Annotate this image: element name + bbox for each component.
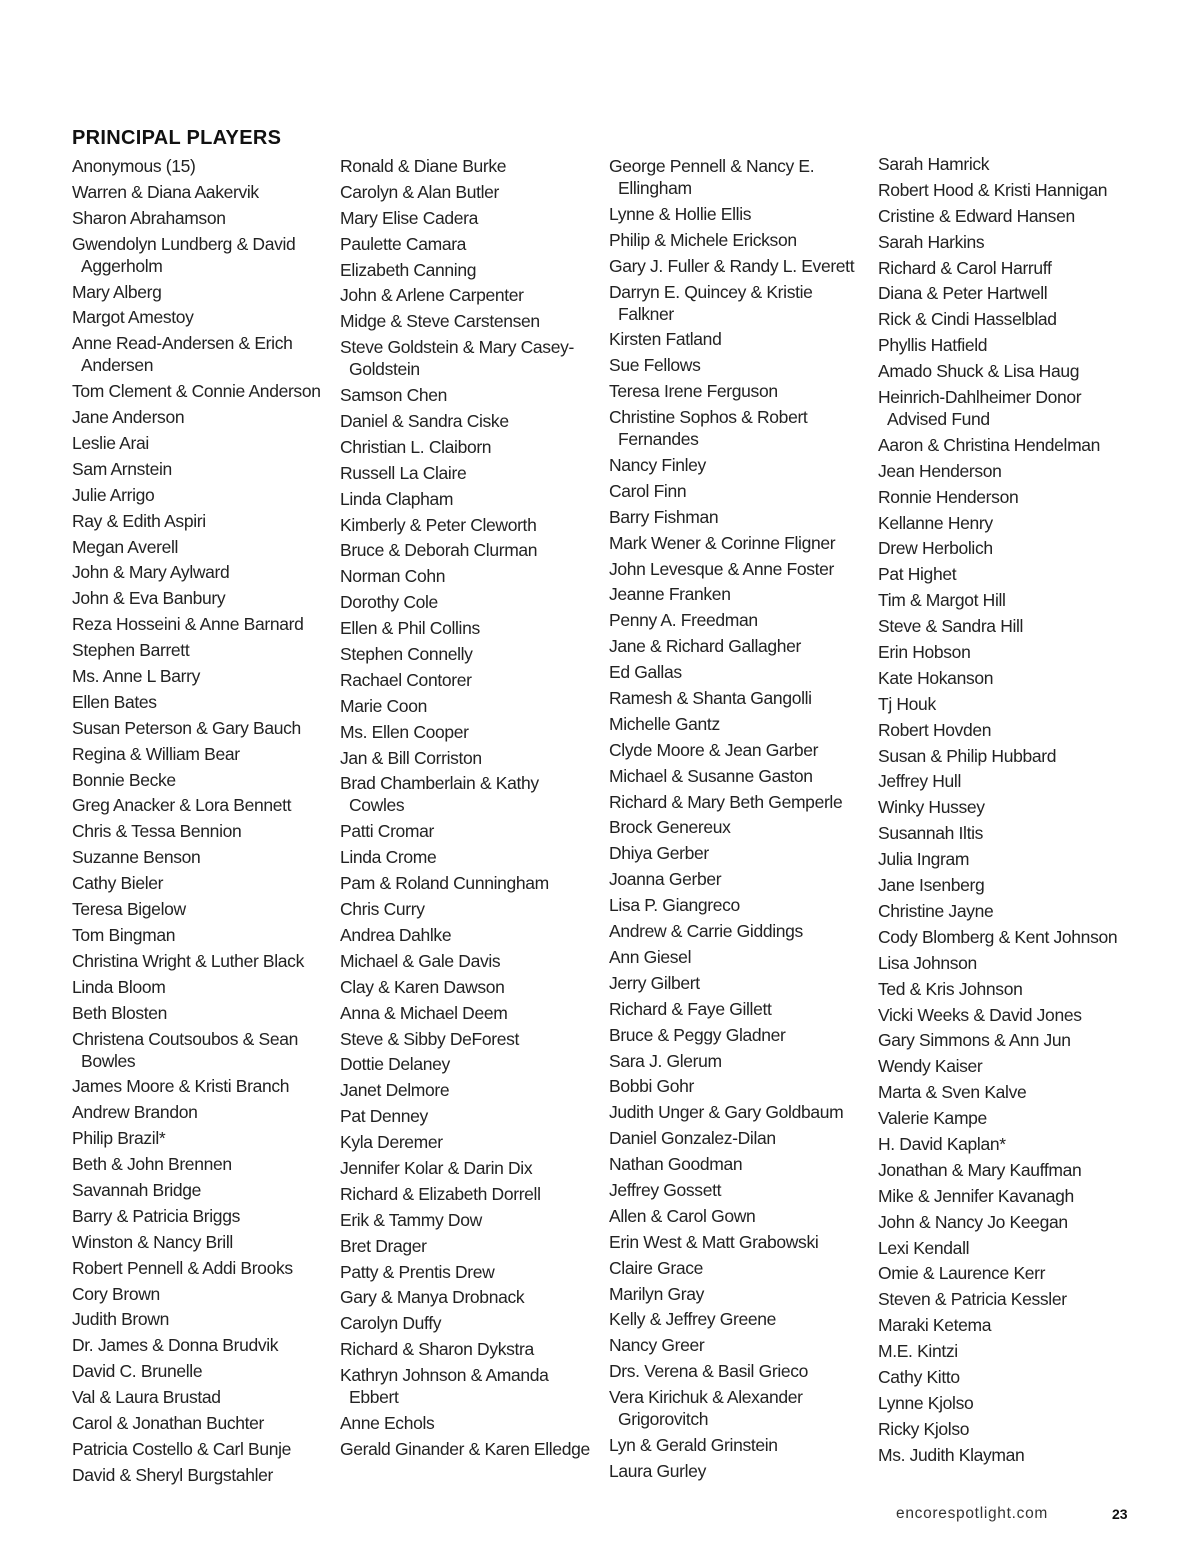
donor-name: Sarah Hamrick: [878, 154, 990, 174]
donor-name: Dorothy Cole: [340, 592, 438, 613]
donor-name: Richard & Sharon Dykstra: [340, 1339, 534, 1360]
donor-name: Jerry Gilbert: [609, 972, 700, 993]
donor-name: Ann Giesel: [609, 946, 692, 967]
donor-column-4: [878, 153, 1130, 1470]
donor-name: John & Mary Aylward: [72, 562, 230, 583]
donor-name: Ms. Ellen Cooper: [340, 721, 469, 742]
donor-name: Mike & Jennifer Kavanagh: [878, 1185, 1074, 1206]
donor-name: Gerald Ginander & Karen Elledge: [340, 1438, 590, 1459]
donor-name: Ricky Kjolso: [878, 1418, 970, 1439]
donor-name: Nathan Goodman: [609, 1154, 743, 1175]
donor-name: Mary Alberg: [72, 281, 162, 302]
donor-name: Sue Fellows: [609, 355, 701, 376]
donor-name: Mark Wener & Corinne Fligner: [609, 532, 836, 553]
donor-name: Claire Grace: [609, 1257, 704, 1278]
donor-name: Marilyn Gray: [609, 1283, 704, 1304]
donor-name: Heinrich-Dahlheimer Donor Advised Fund: [878, 387, 1082, 430]
donor-name: Stephen Connelly: [340, 644, 473, 665]
donor-name: Rachael Contorer: [340, 669, 472, 690]
donor-name: Patty & Prentis Drew: [340, 1261, 495, 1282]
donor-name: Linda Bloom: [72, 976, 166, 997]
donor-name: Diana & Peter Hartwell: [878, 283, 1048, 304]
donor-name: Tj Houk: [878, 693, 936, 714]
donor-name: Elizabeth Canning: [340, 259, 477, 280]
donor-name: Jeffrey Gossett: [609, 1179, 722, 1200]
donor-name: Clyde Moore & Jean Garber: [609, 739, 819, 760]
donor-name: Cory Brown: [72, 1283, 160, 1304]
donor-name: Richard & Mary Beth Gemperle: [609, 791, 843, 812]
donor-name: Vicki Weeks & David Jones: [878, 1004, 1082, 1025]
donor-name: Marie Coon: [340, 695, 427, 716]
donor-column-1: [72, 155, 324, 1490]
donor-name: Jeanne Franken: [609, 584, 731, 605]
donor-name: Steve Goldstein & Mary Casey-Goldstein: [340, 337, 574, 380]
donor-name: Andrea Dahlke: [340, 924, 452, 945]
donor-name: Chris Curry: [340, 899, 425, 920]
donor-name: Kimberly & Peter Cleworth: [340, 514, 537, 535]
donor-name: Michael & Gale Davis: [340, 950, 501, 971]
donor-name: Jeffrey Hull: [878, 771, 962, 792]
donor-name: Bobbi Gohr: [609, 1076, 695, 1097]
donor-name: Jennifer Kolar & Darin Dix: [340, 1157, 533, 1178]
donor-name: Kirsten Fatland: [609, 329, 722, 350]
donor-name: Philip Brazil*: [72, 1128, 166, 1149]
donor-name: Lexi Kendall: [878, 1237, 970, 1258]
donor-name: Ellen Bates: [72, 691, 157, 712]
donor-name: Ms. Anne L Barry: [72, 666, 200, 687]
donor-name: Anna & Michael Deem: [340, 1002, 508, 1023]
donor-name: Jan & Bill Corriston: [340, 747, 482, 768]
donor-name: Christine Jayne: [878, 900, 994, 921]
donor-name: Drew Herbolich: [878, 538, 993, 559]
donor-name: Andrew & Carrie Giddings: [609, 921, 803, 942]
donor-name: Valerie Kampe: [878, 1108, 987, 1129]
donor-name: Kate Hokanson: [878, 667, 994, 688]
donor-name: Carolyn Duffy: [340, 1313, 442, 1334]
donor-name: Carolyn & Alan Butler: [340, 181, 499, 202]
donor-name: Kellanne Henry: [878, 512, 993, 533]
donor-name: Sharon Abrahamson: [72, 207, 226, 228]
donor-name: James Moore & Kristi Branch: [72, 1076, 290, 1097]
donor-name: Darryn E. Quincey & Kristie Falkner: [609, 281, 813, 324]
donor-name: Ronnie Henderson: [878, 486, 1019, 507]
donor-name: Mary Elise Cadera: [340, 207, 478, 228]
donor-name: Teresa Bigelow: [72, 899, 186, 920]
donor-name: Steve & Sibby DeForest: [340, 1028, 520, 1049]
donor-name: Daniel & Sandra Ciske: [340, 411, 509, 432]
donor-name: David & Sheryl Burgstahler: [72, 1464, 273, 1485]
donor-name: Ms. Judith Klayman: [878, 1444, 1025, 1465]
donor-name: Kelly & Jeffrey Greene: [609, 1309, 777, 1330]
donor-name: Leslie Arai: [72, 433, 149, 454]
donor-name: Beth & John Brennen: [72, 1154, 232, 1175]
donor-name: Pat Highet: [878, 564, 957, 585]
donor-name: Margot Amestoy: [72, 307, 194, 328]
donor-name: Sam Arnstein: [72, 458, 172, 479]
donor-name: Linda Clapham: [340, 488, 454, 509]
donor-name: Richard & Faye Gillett: [609, 998, 772, 1019]
donor-name: Chris & Tessa Bennion: [72, 821, 242, 842]
donor-name: George Pennell & Nancy E. Ellingham: [609, 156, 815, 198]
donor-name: Midge & Steve Carstensen: [340, 311, 540, 332]
donor-name: Lynne & Hollie Ellis: [609, 203, 752, 224]
donor-name: Michael & Susanne Gaston: [609, 765, 813, 786]
donor-name: Pam & Roland Cunningham: [340, 873, 549, 894]
donor-name: Susannah Iltis: [878, 823, 984, 844]
donor-name: Ellen & Phil Collins: [340, 618, 480, 639]
donor-name: Norman Cohn: [340, 566, 446, 587]
donor-name: Ray & Edith Aspiri: [72, 510, 206, 531]
donor-name: David C. Brunelle: [72, 1361, 203, 1382]
donor-name: Barry Fishman: [609, 506, 719, 527]
donor-name: Judith Unger & Gary Goldbaum: [609, 1102, 844, 1123]
donor-name: Tom Bingman: [72, 924, 176, 945]
donor-name: Ronald & Diane Burke: [340, 156, 507, 176]
donor-name: Lisa P. Giangreco: [609, 895, 740, 916]
donor-name: Bruce & Deborah Clurman: [340, 540, 538, 561]
donor-name: Lisa Johnson: [878, 952, 977, 973]
donor-name: Omie & Laurence Kerr: [878, 1263, 1046, 1284]
donor-name: Maraki Ketema: [878, 1315, 992, 1336]
donor-name: Phyllis Hatfield: [878, 335, 988, 356]
donor-name: Linda Crome: [340, 847, 437, 868]
donor-name: Anonymous (15): [72, 156, 196, 176]
donor-name: Bruce & Peggy Gladner: [609, 1024, 786, 1045]
donor-name: Robert Hovden: [878, 719, 992, 740]
donor-name: Ed Gallas: [609, 662, 682, 683]
donor-name: Robert Hood & Kristi Hannigan: [878, 179, 1108, 200]
donor-name: Cristine & Edward Hansen: [878, 205, 1075, 226]
donor-name: Dottie Delaney: [340, 1054, 450, 1075]
donor-name: Tom Clement & Connie Anderson: [72, 381, 321, 402]
donor-name: Vera Kirichuk & Alexander Grigorovitch: [609, 1387, 803, 1430]
donor-name: Jonathan & Mary Kauffman: [878, 1159, 1082, 1180]
donor-name: Laura Gurley: [609, 1460, 706, 1481]
donor-name: Brock Genereux: [609, 817, 731, 838]
donor-column-3: [609, 155, 861, 1486]
donor-name: Jane Isenberg: [878, 875, 985, 896]
donor-name: Clay & Karen Dawson: [340, 976, 505, 997]
donor-name: Wendy Kaiser: [878, 1056, 983, 1077]
donor-name: Carol & Jonathan Buchter: [72, 1412, 264, 1433]
donor-name: Regina & William Bear: [72, 743, 240, 764]
donor-name: Joanna Gerber: [609, 869, 722, 890]
donor-name: Samson Chen: [340, 385, 448, 406]
donor-name: Teresa Irene Ferguson: [609, 381, 778, 402]
donor-name: Bret Drager: [340, 1235, 427, 1256]
donor-name: Gary J. Fuller & Randy L. Everett: [609, 255, 855, 276]
donor-name: Jane Anderson: [72, 407, 185, 428]
donor-name: Julie Arrigo: [72, 484, 155, 505]
donor-name: Patricia Costello & Carl Bunje: [72, 1438, 292, 1459]
donor-name: Greg Anacker & Lora Bennett: [72, 795, 292, 816]
donor-name: Gary & Manya Drobnack: [340, 1287, 525, 1308]
donor-name: Cody Blomberg & Kent Johnson: [878, 926, 1118, 947]
donor-name: Kathryn Johnson & Amanda Ebbert: [340, 1365, 549, 1408]
donor-name: Philip & Michele Erickson: [609, 229, 797, 250]
donor-name: Nancy Finley: [609, 455, 706, 476]
donor-name: Christena Coutsoubos & Sean Bowles: [72, 1028, 298, 1071]
donor-name: Ramesh & Shanta Gangolli: [609, 688, 812, 709]
donor-name: Brad Chamberlain & Kathy Cowles: [340, 773, 539, 816]
donor-name: Bonnie Becke: [72, 769, 176, 790]
donor-column-2: [340, 155, 592, 1464]
donor-name: Aaron & Christina Hendelman: [878, 434, 1101, 455]
donor-name: Richard & Carol Harruff: [878, 257, 1052, 278]
donor-name: Penny A. Freedman: [609, 610, 758, 631]
donor-name: Sara J. Glerum: [609, 1050, 722, 1071]
donor-name: Erin Hobson: [878, 642, 971, 663]
section-heading: PRINCIPAL PLAYERS: [72, 127, 282, 149]
donor-name: Michelle Gantz: [609, 713, 720, 734]
donor-name: Cathy Bieler: [72, 873, 164, 894]
donor-name: John & Arlene Carpenter: [340, 285, 524, 306]
donor-name: Russell La Claire: [340, 462, 467, 483]
donor-name: Gary Simmons & Ann Jun: [878, 1030, 1071, 1051]
donor-name: Steve & Sandra Hill: [878, 616, 1024, 637]
donor-name: Patti Cromar: [340, 821, 435, 842]
donor-name: Lynne Kjolso: [878, 1392, 974, 1413]
donor-name: Erin West & Matt Grabowski: [609, 1231, 819, 1252]
donor-name: Allen & Carol Gown: [609, 1205, 756, 1226]
donor-name: Dr. James & Donna Brudvik: [72, 1335, 279, 1356]
donor-name: Anne Read-Andersen & Erich Andersen: [72, 333, 293, 376]
donor-name: Janet Delmore: [340, 1080, 450, 1101]
donor-name: Megan Averell: [72, 536, 179, 557]
donor-name: Christian L. Claiborn: [340, 436, 492, 457]
donor-name: Cathy Kitto: [878, 1366, 960, 1387]
donor-name: Barry & Patricia Briggs: [72, 1205, 240, 1226]
donor-name: Winky Hussey: [878, 797, 985, 818]
donor-name: Dhiya Gerber: [609, 843, 709, 864]
donor-name: Suzanne Benson: [72, 847, 201, 868]
donor-name: Gwendolyn Lundberg & David Aggerholm: [72, 233, 296, 276]
donor-name: Daniel Gonzalez-Dilan: [609, 1128, 776, 1149]
donor-name: Winston & Nancy Brill: [72, 1231, 233, 1252]
donor-name: Tim & Margot Hill: [878, 590, 1006, 611]
donor-name: Judith Brown: [72, 1309, 169, 1330]
footer-website: encorespotlight.com: [896, 1505, 1049, 1522]
donor-name: Jean Henderson: [878, 460, 1002, 481]
donor-name: Marta & Sven Kalve: [878, 1082, 1027, 1103]
donor-name: Ted & Kris Johnson: [878, 978, 1023, 999]
donor-name: Richard & Elizabeth Dorrell: [340, 1183, 541, 1204]
donor-name: Amado Shuck & Lisa Haug: [878, 361, 1080, 382]
donor-name: H. David Kaplan*: [878, 1133, 1006, 1154]
donor-name: Susan & Philip Hubbard: [878, 745, 1057, 766]
donor-name: Beth Blosten: [72, 1002, 168, 1023]
donor-name: Christine Sophos & Robert Fernandes: [609, 407, 808, 450]
donor-name: Anne Echols: [340, 1412, 435, 1433]
donor-name: Sarah Harkins: [878, 231, 985, 252]
donor-name: Susan Peterson & Gary Bauch: [72, 717, 301, 738]
donor-name: Steven & Patricia Kessler: [878, 1289, 1067, 1310]
donor-name: Nancy Greer: [609, 1335, 705, 1356]
donor-name: Pat Denney: [340, 1106, 428, 1127]
donor-name: John Levesque & Anne Foster: [609, 558, 835, 579]
donor-name: Drs. Verena & Basil Grieco: [609, 1361, 809, 1382]
donor-name: M.E. Kintzi: [878, 1341, 958, 1362]
donor-name: Erik & Tammy Dow: [340, 1209, 482, 1230]
donor-name: Warren & Diana Aakervik: [72, 181, 259, 202]
donor-name: Lyn & Gerald Grinstein: [609, 1434, 778, 1455]
donor-name: John & Nancy Jo Keegan: [878, 1211, 1068, 1232]
donor-name: Savannah Bridge: [72, 1179, 202, 1200]
donor-name: Paulette Camara: [340, 233, 467, 254]
donor-name: Stephen Barrett: [72, 640, 190, 661]
donor-name: Jane & Richard Gallagher: [609, 636, 801, 657]
donor-name: Robert Pennell & Addi Brooks: [72, 1257, 293, 1278]
donor-name: Rick & Cindi Hasselblad: [878, 309, 1057, 330]
donor-name: Andrew Brandon: [72, 1102, 198, 1123]
donor-name: Reza Hosseini & Anne Barnard: [72, 614, 304, 635]
donor-name: Kyla Deremer: [340, 1132, 443, 1153]
donor-name: Val & Laura Brustad: [72, 1387, 221, 1408]
donor-name: Carol Finn: [609, 480, 687, 501]
donor-name: Julia Ingram: [878, 849, 970, 870]
page-number: 23: [1112, 1506, 1128, 1522]
donor-name: Christina Wright & Luther Black: [72, 950, 304, 971]
donor-name: John & Eva Banbury: [72, 588, 226, 609]
